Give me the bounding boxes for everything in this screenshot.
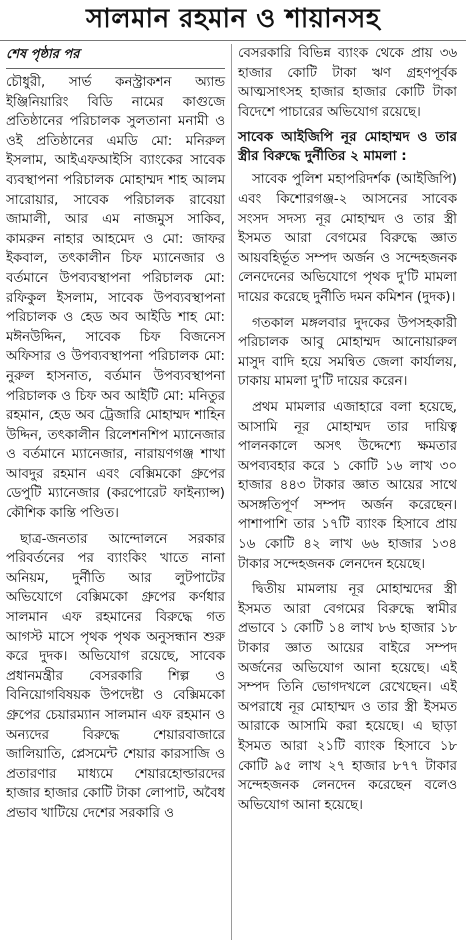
right-column [232,44,457,940]
paragraph: দ্বিতীয় মামলায় নূর মোহাম্মদের স্ত্রী ইসমত আরা বেগমের বিরুদ্ধে স্বামীর প্রভাবে ১ কোটি ১৪ লাখ ৮৬ হাজার ১৮ টাকার জ্ঞাত আয়ের বাইরে সম্পদ অর্জনের অভিযোগ আনা হয়েছে। এই সম্পদ তিনি ভোগদখলে রেখেছেন। এই অপরাধে নূর মোহাম্মদ ও তার স্ত্রী ইসমত আরাকে আসামি করা হয়েছে। এ ছাড়া ইসমত আরা ২১টি ব্যাংক হিসাবে ১৮ কোটি ৯৫ লাখ ২৭ হাজার ৮৭৭ টাকার সন্দেহজনক লেনদেন করেছেন বলেও অভিযোগ আনা হয়েছে। [238,582,457,813]
paragraph: প্রথম মামলার এজাহারে বলা হয়েছে, আসামি নূর মোহাম্মদ তার দায়িত্ব পালনকালে অসৎ উদ্দেশ্যে ক্ষমতার অপব্যবহার করে ১ কোটি ১৬ লাখ ৩০ হাজার ৪৪৩ টাকার জ্ঞাত আয়ের সাথে অসঙ্গতিপূর্ণ সম্পদ অর্জন করেছেন। পাশাপাশি তার ১৭টি ব্যাংক হিসাবে প্রায় ১৬ কোটি ৪২ লাখ ৬৬ হাজার ১৩৪ টাকার সন্দেহজনক লেনদেন হয়েছে। [238,399,457,572]
paragraph: সাবেক পুলিশ মহাপরিদর্শক (আইজিপি) এবং কিশোরগঞ্জ-২ আসনের সাবেক সংসদ সদস্য নূর মোহাম্মদ ও তার স্ত্রী ইসমত আরা বেগমের বিরুদ্ধে জ্ঞাত আয়বহির্ভূত সম্পদ অর্জন ও সন্দেহজনক লেনদেনের অভিযোগে পৃথক দু'টি মামলা দায়ের করেছে দুর্নীতি দমন কমিশন (দুদক)। [238,172,457,305]
continued-from-label: শেষ পৃষ্ঠার পর [6,44,225,69]
paragraph: ছাত্র-জনতার আন্দোলনে সরকার পরিবর্তনের পর ব্যাংকিং খাতে নানা অনিয়ম, দুর্নীতি আর লুটপাটের অভিযোগে বেক্সিমকো গ্রুপের কর্ণধার সালমান এফ রহমানের বিরুদ্ধে গত আগস্ট মাসে পৃথক পৃথক অনুসন্ধান শুরু করে দুদক। অভিযোগ রয়েছে, সাবেক প্রধানমন্ত্রীর বেসরকারি শিল্প ও বিনিয়োগবিষয়ক উপদেষ্টা ও বেক্সিমকো গ্রুপের চেয়ারম্যান সালমান এফ রহমান ও অন্যদের বিরুদ্ধে শেয়ারবাজারে জালিয়াতি, প্লেসমেন্ট শেয়ার কারসাজি ও প্রতারণার মাধ্যমে শেয়ারহোল্ডারদের হাজার হাজার কোটি টাকা লোপাট, অবৈধ প্রভাব খাটিয়ে দেশের সরকারি ও [6,531,225,821]
article-body [6,44,460,940]
article-headline: সালমান রহমান ও শায়ানসহ [0,0,466,41]
section-subheading: সাবেক আইজিপি নূর মোহাম্মদ ও তার স্ত্রীর বিরুদ্ধে দুর্নীতির ২ মামলা : [238,129,457,165]
paragraph: চৌধুরী, সার্ভ কনস্ট্রাকশন অ্যান্ড ইঞ্জিনিয়ারিং বিডি নামের কাগুজে প্রতিষ্ঠানের পরিচালক সুলতানা মনামী ও ওই প্রতিষ্ঠানের এমডি মো: মনিরুল ইসলাম, আইএফআইসি ব্যাংকের সাবেক ব্যবস্থাপনা পরিচালক মোহাম্মদ শাহ আলম সারোয়ার, সাবেক পরিচালক রাবেয়া জামালী, আর এম নাজমুস সাকিব, কামরুন নাহার আহমেদ ও মো: জাফর ইকবাল, তৎকালীন চিফ ম্যানেজার ও বর্তমানে উপব্যবস্থাপনা পরিচালক মো: রফিকুল ইসলাম, সাবেক উপব্যবস্থাপনা পরিচালক ও হেড অব আইডি শাহ মো: মঈনউদ্দিন, সাবেক চিফ বিজনেস অফিসার ও উপব্যবস্থাপনা পরিচালক মো: নুরুল হাসনাত, বর্তমান উপব্যবস্থাপনা পরিচালক ও চিফ অব আইটি মো: মনিতুর রহমান, হেড অব ট্রেজারি মোহাম্মদ শাহিন উদ্দিন, তৎকালীন রিলেশনশিপ ম্যানেজার ও বর্তমানে ম্যানেজার, নারায়ণগঞ্জ শাখা আবদুর রহমান এবং বেক্সিমকো গ্রুপের ডেপুটি ম্যানেজার (করপোরেট ফাইন্যান্স) কৌশিক কান্তি পণ্ডিত। [6,75,225,522]
paragraph: বেসরকারি বিভিন্ন ব্যাংক থেকে প্রায় ৩৬ হাজার কোটি টাকা ঋণ গ্রহণপূর্বক আত্মসাৎসহ হাজার হাজার কোটি টাকা বিদেশে পাচারের অভিযোগ রয়েছে। [238,46,457,120]
paragraph: গতকাল মঙ্গলবার দুদকের উপসহকারী পরিচালক আবু মোহাম্মদ আনোয়ারুল মাসুদ বাদি হয়ে সমন্বিত জেলা কার্যালয়, ঢাকায় মামলা দু'টি দায়ের করেন। [238,315,457,390]
left-column [6,44,231,940]
